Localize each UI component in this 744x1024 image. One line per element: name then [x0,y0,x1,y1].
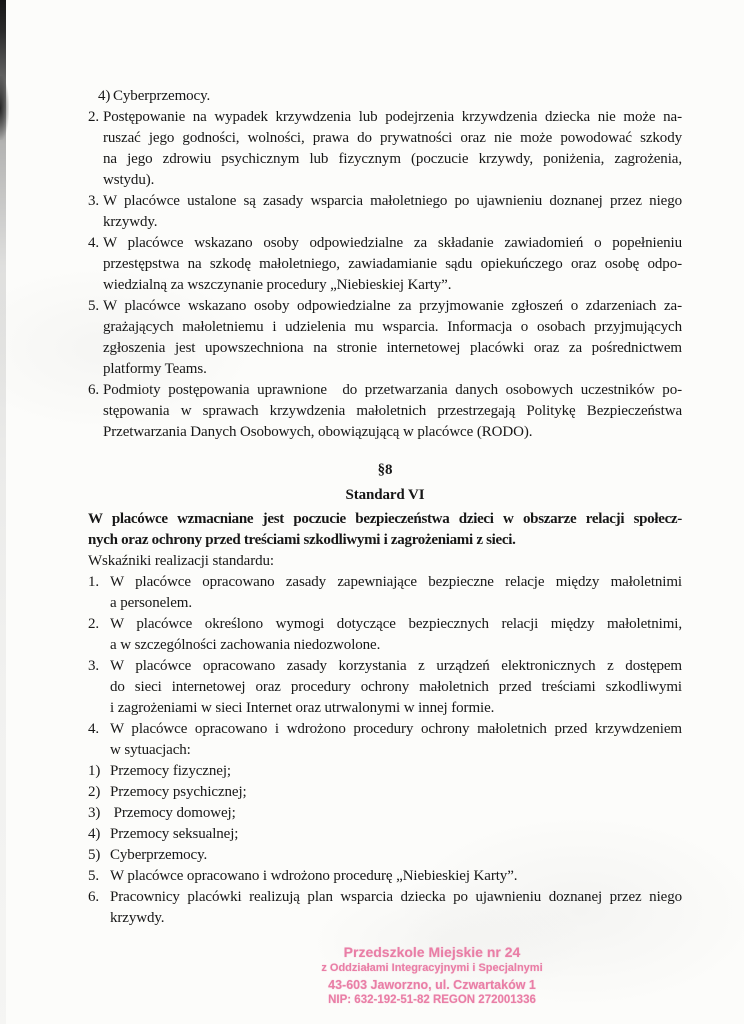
indicator-item-5 [88,866,682,887]
indicator-item-4 [88,719,682,761]
stamp-institution-name: Przedszkole Miejskie nr 24 [343,944,521,960]
indicator-item-1 [88,572,682,614]
violence-type-3 [88,803,682,824]
violence-type-1 [88,761,682,782]
list-item-number: 2. [88,616,100,632]
list-item-text [110,656,682,719]
list-item-text [103,380,682,443]
text-line: wstydu). [103,172,155,188]
indicators-label: Wskaźniki realizacji standardu: [88,553,274,569]
text-line: wiedzialną za wszczynanie procedury „Niebieskiej Karty”. [103,277,452,293]
text-line: Cyberprzemocy. [110,847,208,863]
text-line: krzywdy. [110,910,165,926]
list-item-3-zasady-wsparcia [88,191,682,233]
text-line: grażających małoletniemu i udzielenia mu wsparcia. Informacja o osobach przyjmujących [103,319,682,335]
text-line: w sytuacjach: [110,742,191,758]
list-item-number: 6. [88,889,100,905]
list-item-number: 3. [88,658,100,674]
text-line: Postępowanie na wypadek krzywdzenia lub podejrzenia krzywdzenia dziecka nie może na- [103,109,682,125]
text-line: platformy Teams. [103,361,207,377]
text-line: W placówce określono wymogi dotyczące bezpiecznych relacji między małoletnimi, [110,616,682,632]
list-item-text [110,782,682,803]
list-item-2-postepowanie [88,107,682,191]
standard-statement [88,509,682,551]
text-line: zgłoszenia jest upowszechniona na stronie internetowej placówki oraz za pośrednictwem [103,340,682,356]
text-line: W placówce wskazano osoby odpowiedzialne za przyjmowanie zgłoszeń o zdarzeniach za- [103,298,682,314]
text-line: a personelem. [110,595,192,611]
scan-edge-artifact [0,0,6,1024]
list-item-number: 1) [88,763,101,779]
text-line: nych oraz ochrony przed treściami szkodliwymi i zagrożeniami z sieci. [88,532,516,548]
list-item-number: 2. [88,109,100,125]
document-body [88,86,682,929]
list-item-number: 1. [88,574,100,590]
list-item-number: 3. [88,193,100,209]
list-item-number: 4) [88,826,101,842]
text-line: Przemocy seksualnej; [110,826,239,842]
text-line: na jego zdrowiu psychicznym lub fizycznym (poczucie krzywdy, poniżenia, zagrożenia, [103,151,682,167]
list-item-text [110,845,682,866]
text-line: krzywdy. [103,214,158,230]
indicator-item-3 [88,656,682,719]
text-line: do sieci internetowej oraz procedury ochrony małoletnich przed treściami szkodliwymi [110,679,682,695]
text-line: W placówce wskazano osoby odpowiedzialne za składanie zawiadomień o popełnieniu [103,235,682,251]
text-line: Podmioty postępowania uprawnione do przetwarzania danych osobowych uczestników po- [103,382,682,398]
list-item-text [110,866,682,887]
text-line: W placówce ustalone są zasady wsparcia małoletniego po ujawnieniu doznanej przez niego [103,193,682,209]
text-line: a w szczególności zachowania niedozwolone. [110,637,381,653]
indicator-item-6 [88,887,682,929]
text-line: Przemocy fizycznej; [110,763,231,779]
list-item-text [103,233,682,296]
list-item-4-cyberprzemocy [98,86,682,107]
text-line: Przetwarzania Danych Osobowych, obowiązującą w placówce (RODO). [103,424,533,440]
list-item-number: 4) [98,88,111,104]
text-line: W placówce wzmacniane jest poczucie bezpieczeństwa dzieci w obszarze relacji społecz- [88,511,682,527]
stamp-nip-regon: NIP: 632-192-51-82 REGON 272001336 [328,994,536,1006]
text-line: W placówce opracowano i wdrożono procedurę „Niebieskiej Karty”. [110,868,518,884]
paragraph-symbol: §8 [377,462,393,478]
stamp-institution-subtitle: z Oddziałami Integracyjnymi i Specjalnymi [321,962,543,974]
indicator-item-2 [88,614,682,656]
text-line: Przemocy domowej; [110,805,236,821]
list-item-6-rodo [88,380,682,443]
list-item-text [103,191,682,233]
list-item-text [110,887,682,929]
list-item-number: 5. [88,868,100,884]
institution-stamp [272,944,592,1008]
list-item-number: 5. [88,298,100,314]
violence-type-2 [88,782,682,803]
text-line: Cyberprzemocy. [113,88,211,104]
list-item-text [113,86,682,107]
list-item-text [110,614,682,656]
list-item-number: 6. [88,382,100,398]
text-line: przestępstwa na szkodę małoletniego, zawiadamianie sądu opiekuńczego oraz osobę odpo- [103,256,682,272]
violence-type-5 [88,845,682,866]
text-line: i zagrożeniami w sieci Internet oraz utrwalonymi w innej formie. [110,700,495,716]
text-line: W placówce opracowano i wdrożono procedury ochrony małoletnich przed krzywdzeniem [110,721,682,737]
list-item-text [110,803,682,824]
list-item-5-przyjmowanie-zgloszen [88,296,682,380]
text-line: stępowania w sprawach krzywdzenia małoletnich przestrzegają Politykę Bezpieczeństwa [103,403,682,419]
list-item-number: 2) [88,784,101,800]
list-item-number: 4. [88,235,100,251]
list-item-text [110,719,682,761]
text-line: W placówce opracowano zasady zapewniające bezpieczne relacje między małoletnimi [110,574,682,590]
list-item-4-osoby-odpowiedzialne [88,233,682,296]
list-item-number: 4. [88,721,100,737]
list-item-text [110,761,682,782]
list-item-text [110,824,682,845]
list-item-text [103,107,682,191]
violence-type-4 [88,824,682,845]
list-item-number: 5) [88,847,101,863]
list-item-text [103,296,682,380]
text-line: W placówce opracowano zasady korzystania z urządzeń elektronicznych z dostępem [110,658,682,674]
stamp-address: 43-603 Jaworzno, ul. Czwartaków 1 [328,978,536,992]
text-line: Pracownicy placówki realizują plan wsparcia dziecka po ujawnieniu doznanej przez niego [110,889,682,905]
text-line: ruszać jego godności, wolności, prawa do prywatności oraz nie może powodować szkody [103,130,682,146]
text-line: Przemocy psychicznej; [110,784,247,800]
list-item-text [110,572,682,614]
section-title: Standard VI [345,487,425,503]
scan-edge-smudge [0,76,9,140]
list-item-number: 3) [88,805,101,821]
